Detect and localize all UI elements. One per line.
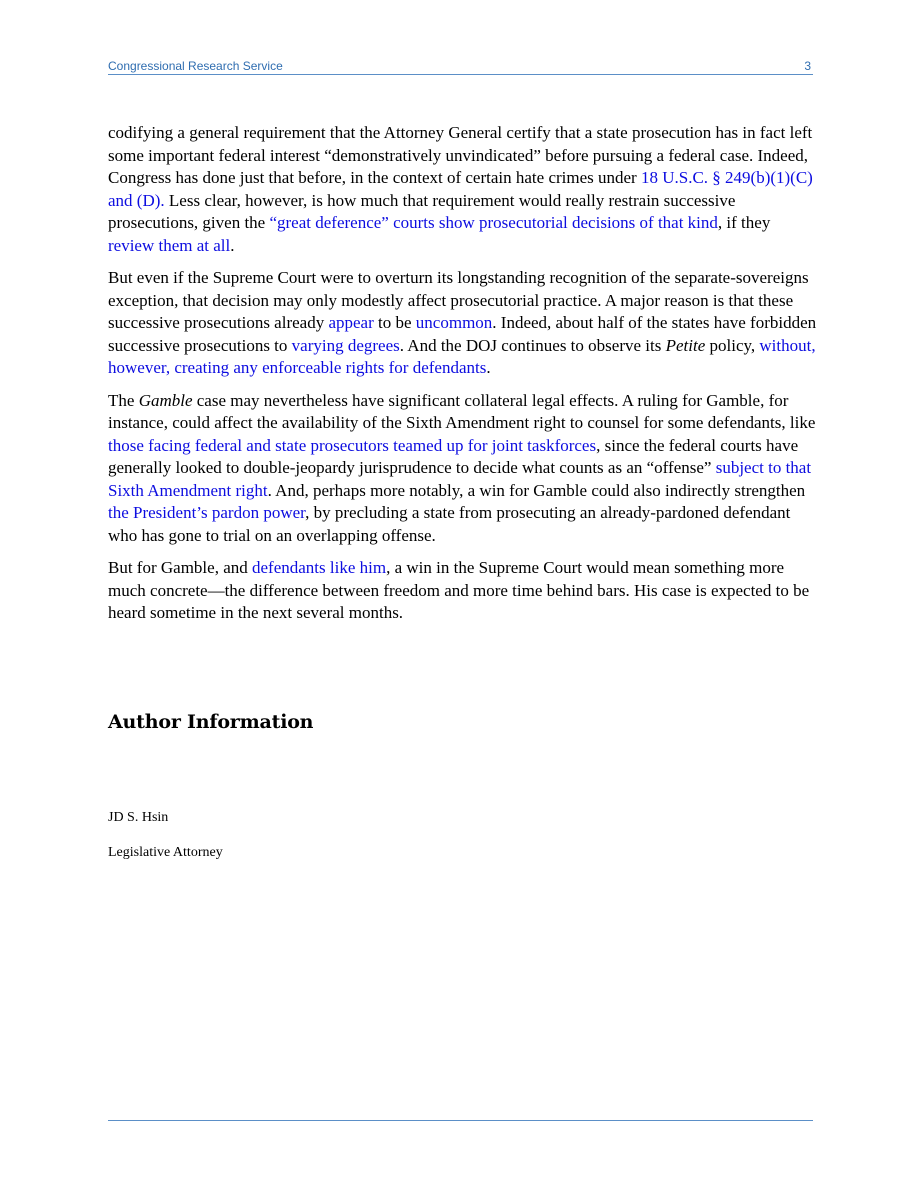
text-run: . And, perhaps more notably, a win for Gamble could also indirectly strengthen [267, 480, 806, 500]
paragraph-2 [108, 267, 818, 380]
link-uncommon[interactable]: uncommon [415, 313, 493, 332]
text-run: case may nevertheless have significant collateral legal effects. A ruling for Gamble, for instance, could affect the availability of the Sixth Amendment right to counsel for some defendants, like [108, 390, 816, 432]
italic-gamble: Gamble [138, 390, 193, 410]
text-run: codifying a general requirement that the Attorney General certify that a state prosecution has in fact left some important federal interest “demonstratively unvindicated” before pursuing a federal case. Indeed, Congress has done just that before, in the context of certain hate crimes under [108, 123, 813, 187]
author-name: JD S. Hsin [108, 810, 169, 825]
text-run: But for Gamble, and [108, 558, 252, 577]
author-heading: Author Information [108, 711, 314, 733]
body-text [108, 122, 818, 635]
text-run: , since the federal courts have generally looked to double-jeopardy jurisprudence to decide what counts as an “offense” [108, 435, 799, 477]
text-run: . [486, 358, 491, 377]
text-run: . [230, 235, 235, 255]
paragraph-4 [108, 557, 818, 625]
text-run: policy, [705, 335, 760, 355]
link-defendants-like-him[interactable]: defendants like him [252, 558, 387, 577]
paragraph-3 [108, 390, 818, 548]
text-run: , a win in the Supreme Court would mean something more much concrete—the difference between freedom and more time behind bars. His case is expected to be heard sometime in the next several months. [108, 558, 810, 622]
link-18-usc-249[interactable]: 18 U.S.C. § 249(b)(1)(C) and (D). [108, 168, 813, 210]
text-run: . And the DOJ continues to observe its [399, 335, 666, 355]
header-organization: Congressional Research Service [108, 59, 283, 73]
text-run: , if they [717, 213, 771, 232]
link-sixth-amendment[interactable]: subject to that Sixth Amendment right [108, 458, 812, 500]
paragraph-1 [108, 122, 818, 257]
italic-petite: Petite [665, 335, 706, 355]
author-title: Legislative Attorney [108, 845, 223, 860]
text-run: Less clear, however, is how much that requirement would really restrain successive prosecutions, given the [108, 190, 736, 232]
text-run: . Indeed, about half of the states have forbidden successive prosecutions to [108, 313, 817, 355]
link-varying-degrees[interactable]: varying degrees [291, 335, 400, 355]
text-run: The [108, 390, 139, 410]
link-enforceable-rights[interactable]: without, however, creating any enforceable rights for defendants [108, 335, 816, 377]
text-run: to be [373, 313, 416, 332]
link-review-them[interactable]: review them at all [108, 235, 231, 255]
header-page-number: 3 [804, 59, 811, 73]
link-pardon-power[interactable]: the President’s pardon power [108, 503, 306, 522]
text-run: But even if the Supreme Court were to overturn its longstanding recognition of the separate-sovereigns exception, that decision may only modestly affect prosecutorial practice. A major reason is that these successive prosecutions already [108, 268, 809, 332]
link-great-deference[interactable]: “great deference” courts show prosecutorial decisions of that kind [269, 213, 718, 232]
footer-divider [108, 1120, 813, 1121]
page-header [108, 59, 813, 75]
text-run: , by precluding a state from prosecuting an already-pardoned defendant who has gone to trial on an overlapping offense. [108, 503, 791, 545]
link-appear[interactable]: appear [328, 313, 374, 332]
link-joint-taskforces[interactable]: those facing federal and state prosecutors teamed up for joint taskforces [108, 435, 597, 455]
